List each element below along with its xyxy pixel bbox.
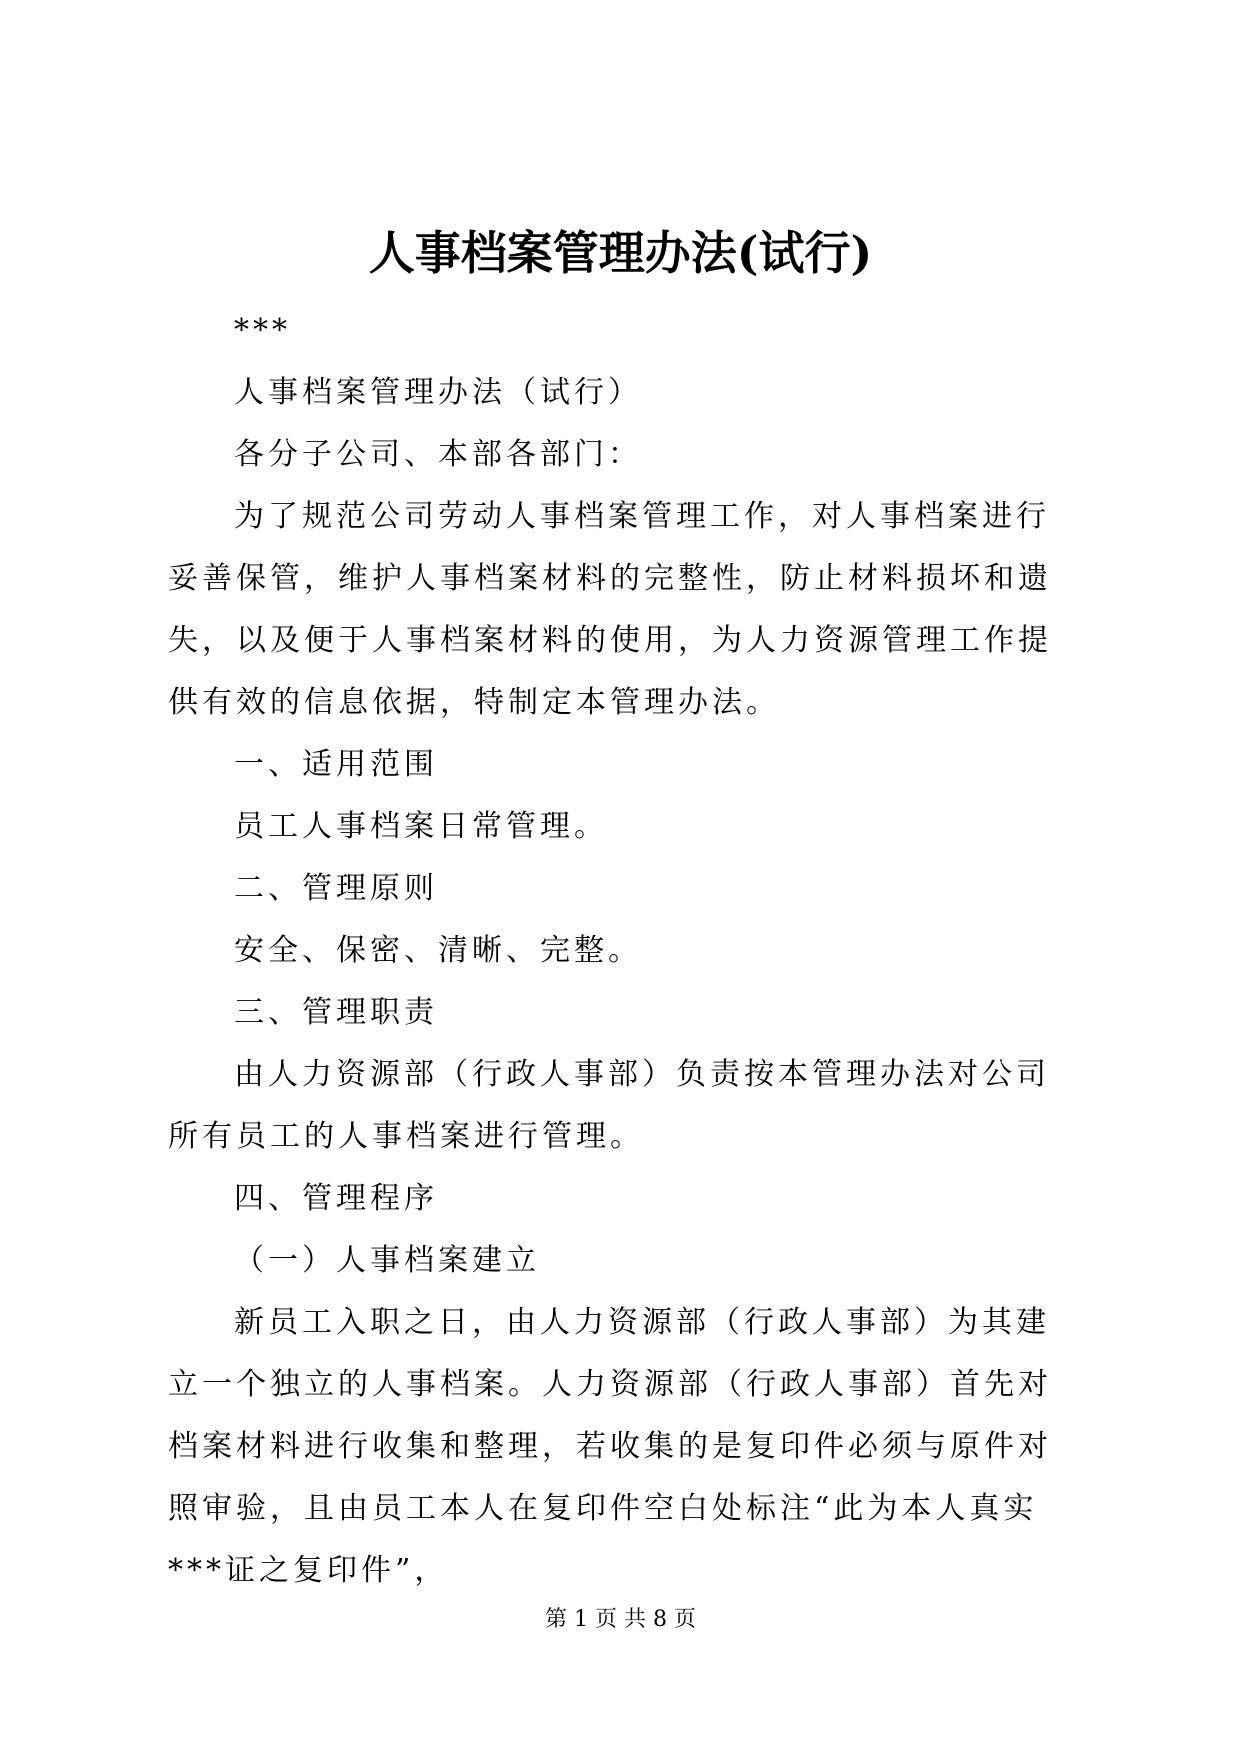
paragraph-addressee: 各分子公司、本部各部门： bbox=[234, 437, 642, 472]
document-title: 人事档案管理办法(试行) bbox=[368, 226, 873, 280]
page-footer: 第 1 页 共 8 页 bbox=[545, 1607, 696, 1632]
section-heading-principles: 二、管理原则 bbox=[234, 871, 438, 906]
document-body bbox=[168, 300, 1080, 1602]
section-heading-procedures: 四、管理程序 bbox=[234, 1181, 438, 1216]
paragraph-scope: 员工人事档案日常管理。 bbox=[234, 809, 608, 844]
section-heading-duties: 三、管理职责 bbox=[234, 995, 438, 1030]
paragraph-principles: 安全、保密、清晰、完整。 bbox=[234, 933, 642, 968]
paragraph-duties: 由人力资源部（行政人事部）负责按本管理办法对公司所有员工的人事档案进行管理。 bbox=[168, 1057, 1050, 1154]
subsection-heading-establishment: （一）人事档案建立 bbox=[234, 1243, 540, 1278]
paragraph-purpose: 为了规范公司劳动人事档案管理工作，对人事档案进行妥善保管，维护人事档案材料的完整性，防止材料损坏和遗失，以及便于人事档案材料的使用，为人力资源管理工作提供有效的信息依据，特制定本管理办法。 bbox=[168, 499, 1052, 720]
paragraph-marker: *** bbox=[234, 313, 291, 348]
paragraph-subtitle: 人事档案管理办法（试行） bbox=[234, 375, 642, 410]
section-heading-scope: 一、适用范围 bbox=[234, 747, 438, 782]
paragraph-establishment: 新员工入职之日，由人力资源部（行政人事部）为其建立一个独立的人事档案。人力资源部（行政人事部）首先对档案材料进行收集和整理，若收集的是复印件必须与原件对照审验，且由员工本人在复印件空白处标注“此为本人真实***证之复印件”， bbox=[168, 1305, 1052, 1588]
